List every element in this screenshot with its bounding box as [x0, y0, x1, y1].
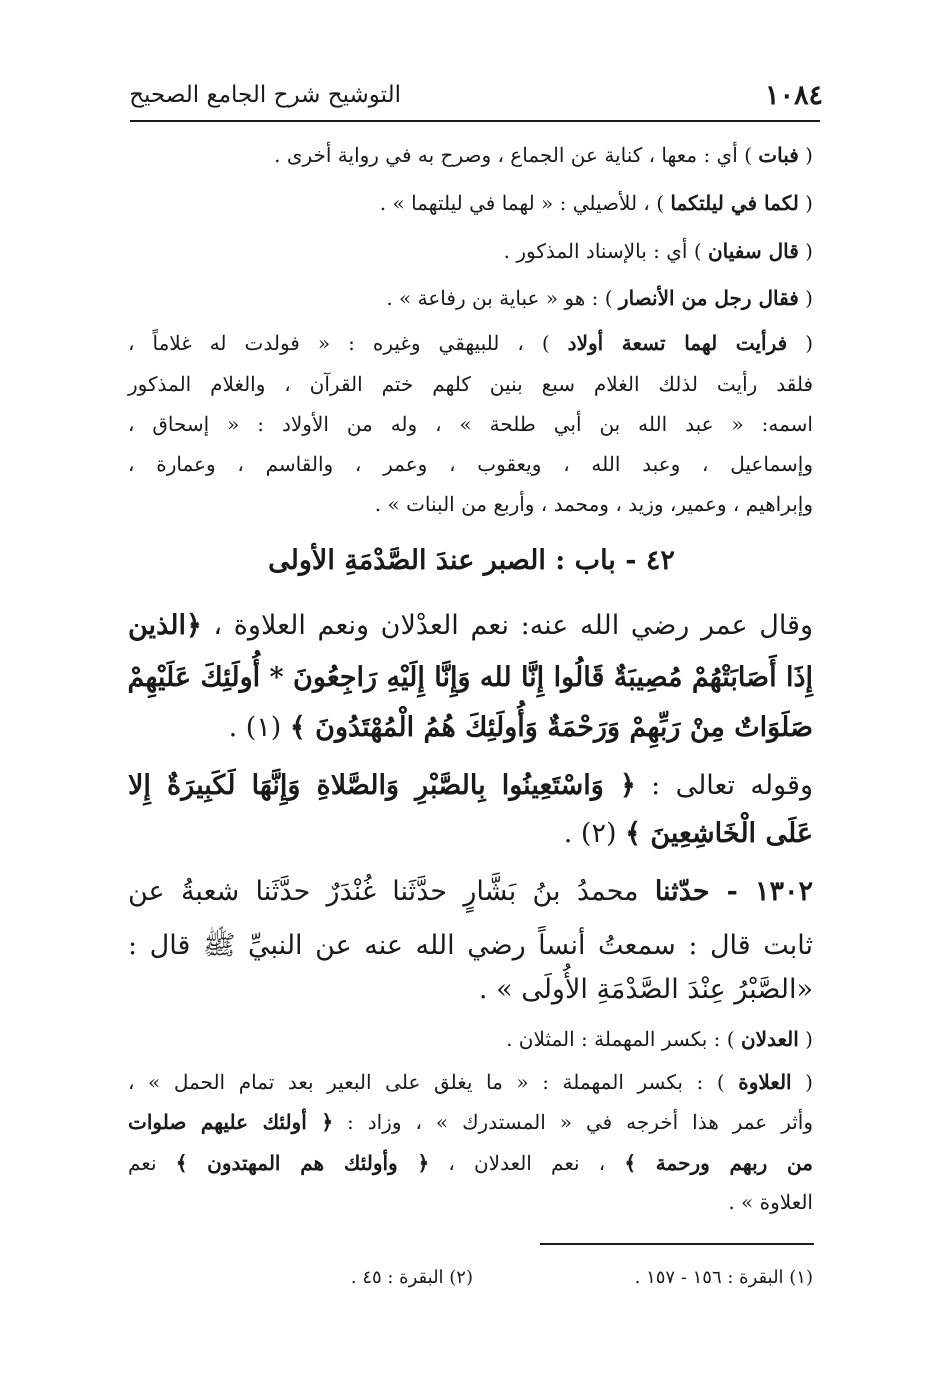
text-line [506, 1027, 813, 1051]
text-line [380, 191, 813, 215]
text-line [128, 770, 813, 801]
hadith-line [128, 928, 813, 968]
text-run: فلقد رأيت لذلك الغلام سبع بنين كلهم ختم القرآن ، والغلام المذكور [128, 372, 813, 396]
bold-text: فقال رجل من الأنصار [618, 286, 799, 310]
text-line [504, 239, 813, 263]
text-run: وقوله تعالى : [635, 770, 813, 801]
text-run: ( [787, 331, 813, 355]
bold-text: العلاوة [738, 1070, 792, 1094]
bold-text: ﴿ وَاسْتَعِينُوا بِالصَّبْرِ وَالصَّلاةِ وَإِنَّهَا لَكَبِيرَةٌ إِلا [128, 770, 636, 801]
text-line [128, 610, 813, 641]
text-run: ثابت قال : سمعتُ أنساً رضي الله عنه عن النبيِّ ﷺ قال : [128, 930, 813, 961]
text-run: ) : بكسر المهملة : « ما يغلق على البعير بعد تمام الحمل » ، [128, 1070, 739, 1094]
text-run: وأثر عمر هذا أخرجه في « المستدرك » ، وزاد : [333, 1110, 814, 1134]
footnote-rule [540, 1243, 814, 1245]
header-rule [130, 120, 820, 122]
footnote-2: (٢) البقرة : ٤٥ . [350, 1267, 473, 1288]
text-run: ( [791, 1070, 813, 1094]
chapter-heading: ٤٢ - باب : الصبر عندَ الصَّدْمَةِ الأولى [268, 545, 675, 576]
bold-text: صَلَوَاتٌ مِنْ رَبِّهِمْ وَرَحْمَةٌ وَأُولَئِكَ هُمُ الْمُهْتَدُونَ ﴾ [289, 712, 813, 743]
bold-text: ﴿ أولئك عليهم صلوات [128, 1110, 334, 1134]
bold-text: ١٣٠٢ - حدّثنا [654, 876, 813, 907]
text-run: (٢) . [563, 818, 626, 849]
bold-text: ﴿الذين [128, 610, 202, 641]
text-line [128, 1070, 813, 1094]
text-run: ) : هو « عباية بن رفاعة » . [386, 286, 619, 310]
text-run: اسمه: « عبد الله بن أبي طلحة » ، وله من الأولاد : « إسحاق ، [128, 412, 813, 436]
hadith-line [128, 876, 813, 907]
text-line [128, 452, 813, 476]
text-run: ( [798, 286, 813, 310]
text-run: ( [798, 239, 813, 263]
text-run: ، نعم العدلان ، [429, 1151, 625, 1175]
text-line [128, 412, 813, 436]
bold-text: إِذَا أَصَابَتْهُمْ مُصِيبَةٌ قَالُوا إِنَّا لله وَإِنَّا إِلَيْهِ رَاجِعُونَ * أُولَئِكَ عَلَيْهِمْ [127, 662, 813, 693]
text-run: ) أي : بالإسناد المذكور . [503, 239, 708, 263]
bold-text: عَلَى الْخَاشِعِينَ ﴾ [625, 818, 813, 849]
text-line [128, 1110, 813, 1134]
text-line [564, 818, 813, 849]
text-line [128, 1151, 813, 1175]
text-run: ) أي : معها ، كناية عن الجماع ، وصرح به في رواية أخرى . [274, 143, 759, 167]
text-line [229, 712, 813, 743]
bold-text: قال سفيان [707, 239, 799, 263]
text-run: ( [798, 1027, 813, 1051]
text-line [386, 286, 813, 310]
text-line [128, 331, 813, 355]
bold-text: ﴿ وأولئك هم المهتدون ﴾ [175, 1151, 430, 1175]
bold-text: فرأيت لهما تسعة أولاد [567, 331, 788, 355]
running-title: التوشيح شرح الجامع الصحيح [129, 82, 401, 108]
text-run: ) : بكسر المهملة : المثلان . [506, 1027, 741, 1051]
bold-text: العدلان [740, 1027, 799, 1051]
text-run: محمدُ بنُ بَشَّارٍ حدَّثَنا غُنْدَرٌ حدَّثَنا شعبةُ عن [128, 876, 655, 907]
text-run: (١) . [228, 712, 290, 743]
text-run: نعم [128, 1151, 176, 1175]
text-line [128, 662, 813, 693]
text-run: ) ، للبيهقي وغيره : « فولدت له غلاماً ، [128, 331, 568, 355]
text-run: العلاوة » . [728, 1190, 813, 1214]
text-line [375, 492, 813, 516]
hadith-line [479, 974, 813, 1005]
text-run: ( [798, 191, 813, 215]
text-run: ) ، للأصيلي : « لهما في ليلتهما » . [379, 191, 671, 215]
text-run: ( [798, 143, 813, 167]
text-line [728, 1190, 813, 1214]
text-run: وإسماعيل ، وعبد الله ، ويعقوب ، وعمر ، والقاسم ، وعمارة ، [128, 452, 813, 476]
footnote-1: (١) البقرة : ١٥٦ - ١٥٧ . [634, 1267, 813, 1288]
text-run: «الصَّبْرُ عِنْدَ الصَّدْمَةِ الأُولَى » . [478, 974, 813, 1005]
text-run: وقال عمر رضي الله عنه: نعم العدْلان ونعم العلاوة ، [201, 610, 813, 641]
bold-text: لكما في ليلتكما [670, 191, 799, 215]
text-line [274, 143, 813, 167]
text-line [128, 372, 813, 396]
bold-text: من ربهم ورحمة ﴾ [624, 1151, 813, 1175]
page-number: ١٠٨٤ [764, 80, 823, 111]
bold-text: فبات [758, 143, 799, 167]
text-run: وإبراهيم ، وعمير، وزيد ، ومحمد ، وأربع من البنات » . [374, 492, 813, 516]
